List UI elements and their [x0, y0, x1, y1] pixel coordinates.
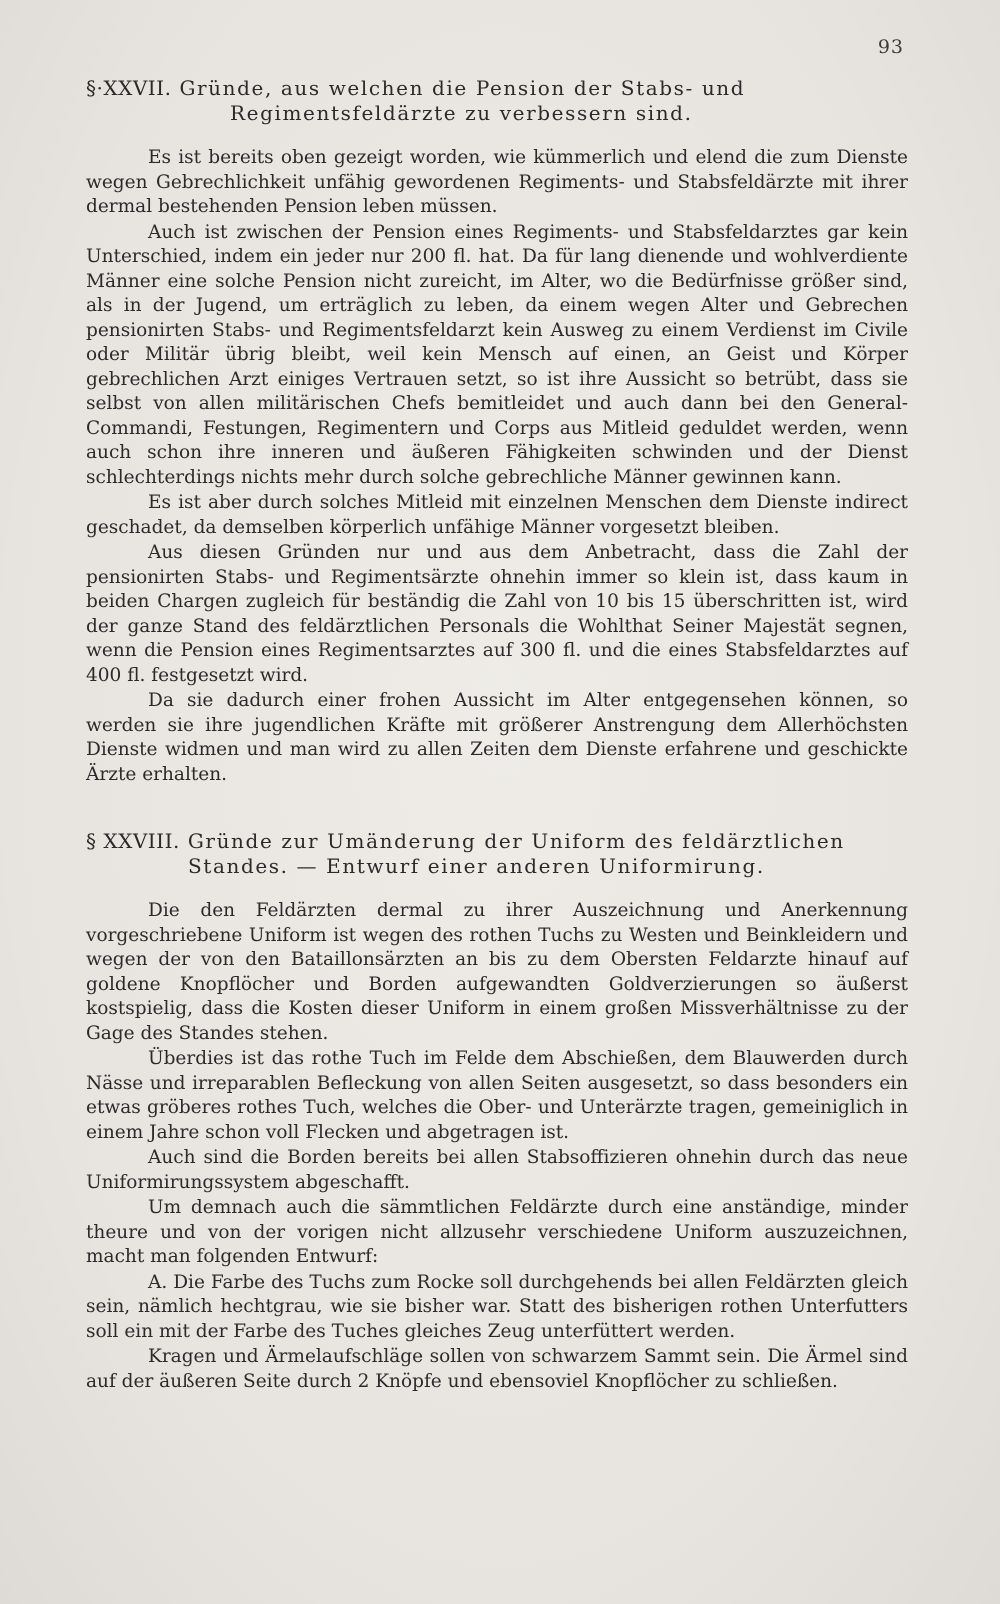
- section-heading: [86, 76, 908, 126]
- section-xxvii: [86, 76, 908, 787]
- paragraph: Um demnach auch die sämmtlichen Feldärzte durch eine anständige, minder theure und von der vorigen nicht allzusehr verschiedene Uniform auszuzeichnen, macht man folgenden Entwurf:: [86, 1197, 908, 1267]
- section-title-line2: Regimentsfeldärzte zu verbessern sind.: [230, 101, 693, 125]
- paragraph: Auch sind die Borden bereits bei allen Stabsoffizieren ohnehin durch das neue Uniformirungssystem abgeschafft.: [86, 1147, 908, 1193]
- section-divider-space: [86, 787, 908, 829]
- section-number: §·XXVII.: [86, 76, 172, 100]
- paragraph: Kragen und Ärmelaufschläge sollen von schwarzem Sammt sein. Die Ärmel sind auf der äußeren Seite durch 2 Knöpfe und ebensoviel Knopflöcher zu schließen.: [86, 1346, 908, 1392]
- paragraph: Überdies ist das rothe Tuch im Felde dem Abschießen, dem Blauwerden durch Nässe und irreparablen Befleckung von allen Seiten ausgesetzt, so dass besonders ein etwas gröberes rothes Tuch, welches die Ober- und Unterärzte tragen, gemeiniglich in einem Jahre schon voll Flecken und abgetragen ist.: [86, 1048, 908, 1143]
- section-xxviii: [86, 829, 908, 1394]
- paragraph: Aus diesen Gründen nur und aus dem Anbetracht, dass die Zahl der pensionirten Stabs- und Regimentsärzte ohnehin immer so klein ist, dass kaum in beiden Chargen zugleich für beständig die Zahl von 10 bis 15 überschritten ist, wird der ganze Stand des feldärztlichen Personals die Wohlthat Seiner Majestät segnen, wenn die Pension eines Regimentsarztes auf 300 fl. und die eines Stabsfeldarztes auf 400 fl. festgesetzt wird.: [86, 542, 908, 686]
- page-number: 93: [877, 36, 904, 58]
- paragraph: Die den Feldärzten dermal zu ihrer Auszeichnung und Anerkennung vorgeschriebene Uniform ist wegen des rothen Tuchs zu Westen und Beinkleidern und wegen der von den Bataillonsärzten an bis zu dem Obersten Feldarzte hinauf auf goldene Knopflöcher und Borden aufgewandten Goldverzierungen so äußerst kostspielig, dass die Kosten dieser Uniform in einem großen Missverhältnisse zu der Gage des Standes stehen.: [86, 900, 908, 1044]
- section-heading: [86, 829, 908, 879]
- section-title-line2: Standes. — Entwurf einer anderen Uniformirung.: [188, 854, 765, 878]
- section-title-line1: Gründe, aus welchen die Pension der Stabs- und: [179, 76, 746, 100]
- paragraph: Es ist bereits oben gezeigt worden, wie kümmerlich und elend die zum Dienste wegen Gebrechlichkeit unfähig gewordenen Regiments- und Stabsfeldärzte mit ihrer dermal bestehenden Pension leben müssen.: [86, 147, 908, 217]
- section-number: § XXVIII.: [86, 829, 180, 853]
- section-title-line1: Gründe zur Umänderung der Uniform des feldärztlichen: [187, 829, 845, 853]
- paragraph: Da sie dadurch einer frohen Aussicht im Alter entgegensehen können, so werden sie ihre jugendlichen Kräfte mit größerer Anstrengung dem Allerhöchsten Dienste widmen und man wird zu allen Zeiten dem Dienste erfahrene und geschickte Ärzte erhalten.: [86, 690, 908, 785]
- paragraph: Es ist aber durch solches Mitleid mit einzelnen Menschen dem Dienste indirect geschadet, da demselben körperlich unfähige Männer vorgesetzt bleiben.: [86, 492, 908, 538]
- paragraph: Auch ist zwischen der Pension eines Regiments- und Stabsfeldarztes gar kein Unterschied, indem ein jeder nur 200 fl. hat. Da für lang dienende und wohlverdiente Männer eine solche Pension nicht zureicht, im Alter, wo die Bedürfnisse größer sind, als in der Jugend, um erträglich zu leben, da einem wegen Alter und Gebrechen pensionirten Stabs- und Regimentsfeldarzt kein Ausweg zu einem Verdienst im Civile oder Militär übrig bleibt, weil kein Mensch auf einen, an Geist und Körper gebrechlichen Arzt einiges Vertrauen setzt, so ist ihre Aussicht so betrübt, dass sie selbst von allen militärischen Chefs bemitleidet und auch dann bei den General-Commandi, Festungen, Regimentern und Corps aus Mitleid geduldet werden, wenn auch schon ihre inneren und äußeren Fähigkeiten schwinden und der Dienst schlechterdings nichts mehr durch solche gebrechliche Männer gewinnen kann.: [86, 221, 908, 488]
- paragraph: A. Die Farbe des Tuchs zum Rocke soll durchgehends bei allen Feldärzten gleich sein, nämlich hechtgrau, wie sie bisher war. Statt des bisherigen rothen Unterfutters soll ein mit der Farbe des Tuches gleiches Zeug unterfüttert werden.: [86, 1271, 908, 1342]
